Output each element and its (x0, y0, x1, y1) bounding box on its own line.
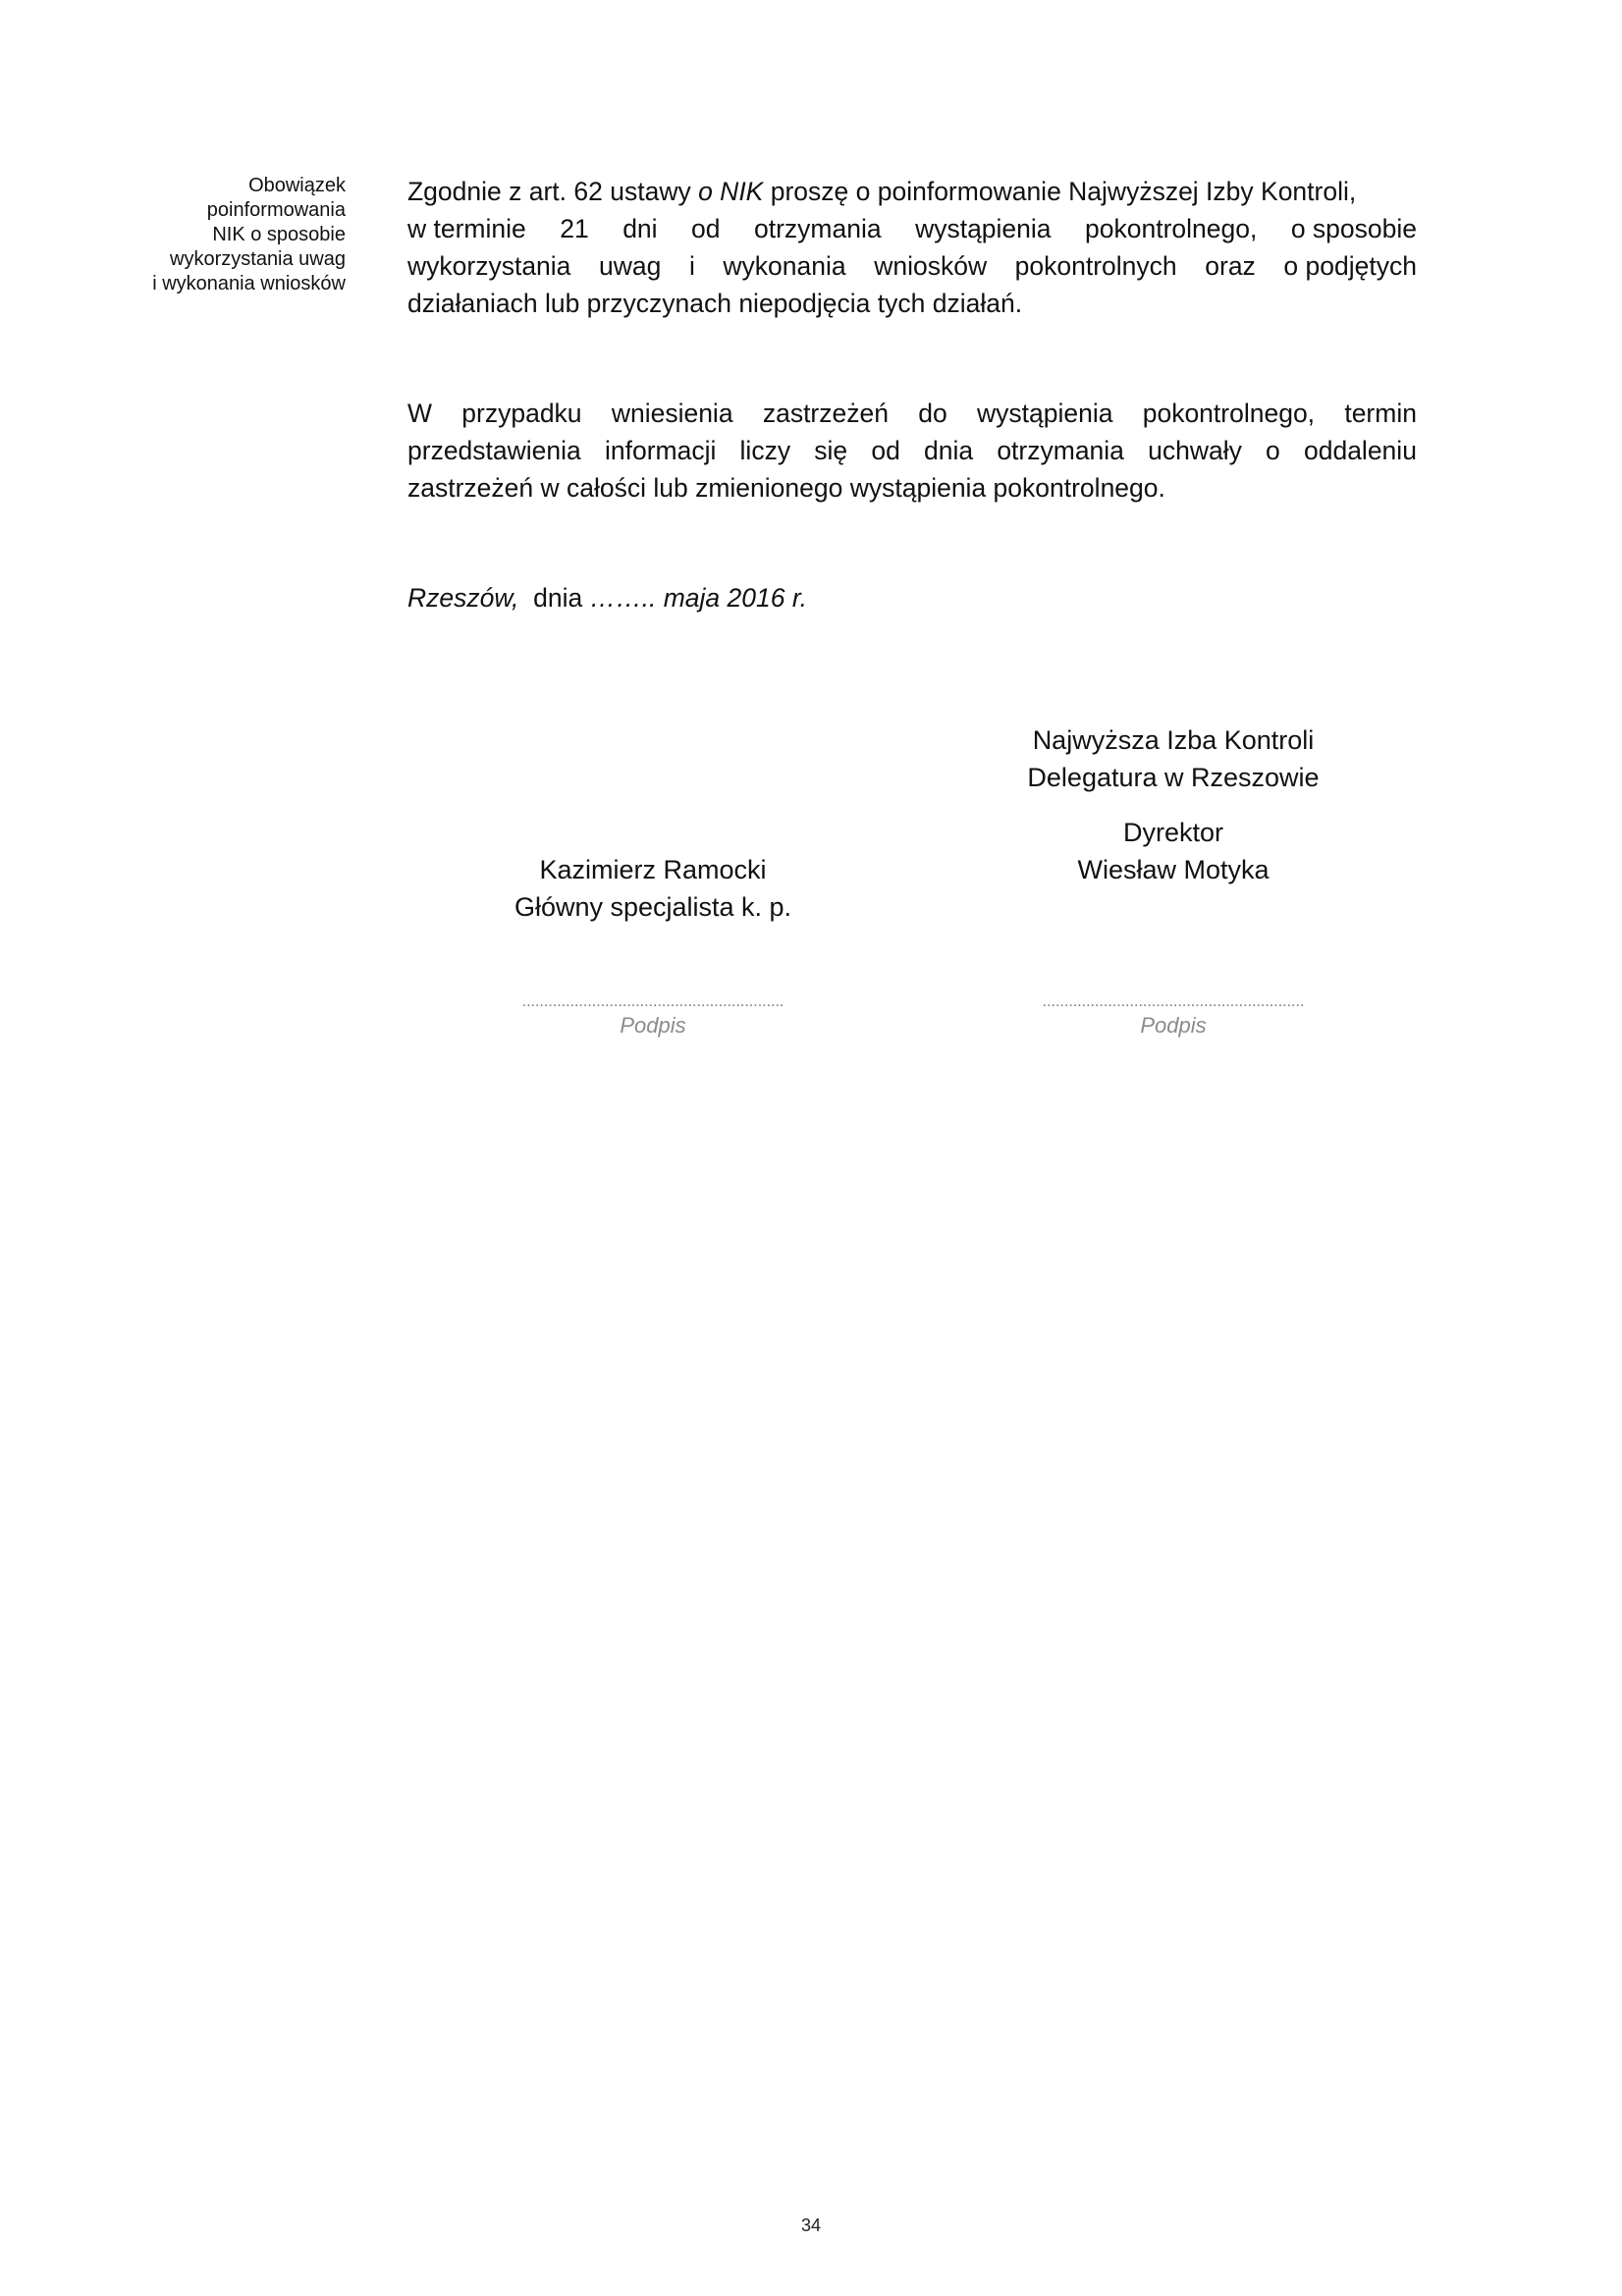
word: wystąpienia (976, 399, 1113, 428)
word: pokontrolnego, (1085, 214, 1258, 243)
word: o podjętych (1283, 251, 1417, 281)
word: informacji (604, 436, 717, 465)
signature-dotted-line: ............................................................ (1042, 993, 1305, 1010)
text-line (407, 210, 1417, 247)
word: oraz (1205, 251, 1256, 281)
date-prefix: dnia (518, 583, 590, 613)
word: uchwały (1148, 436, 1242, 465)
text-fragment: Zgodnie z art. 62 ustawy (407, 177, 699, 206)
word: wniosków (874, 251, 988, 281)
word: wykonania (723, 251, 846, 281)
word: termin (1344, 399, 1417, 428)
word: przypadku (461, 399, 582, 428)
text-fragment-italic: o NIK (698, 177, 764, 206)
signatory-name: Kazimierz Ramocki (539, 855, 767, 884)
place: Rzeszów, (407, 583, 519, 613)
margin-note (98, 174, 346, 296)
signatory-title: Główny specjalista k. p. (514, 892, 792, 922)
specialist-block (461, 851, 844, 926)
word: i (688, 251, 695, 281)
word: uwag (599, 251, 662, 281)
word: dnia (924, 436, 974, 465)
signature-field-left (461, 993, 844, 1039)
word: w terminie (407, 214, 526, 243)
place-date-line (407, 579, 807, 616)
word: pokontrolnych (1014, 251, 1177, 281)
signature-field-right (982, 993, 1365, 1039)
word: pokontrolnego, (1142, 399, 1316, 428)
word: otrzymania (753, 214, 882, 243)
signature-label: Podpis (620, 1013, 686, 1038)
institution-name: Najwyższa Izba Kontroli (1032, 725, 1315, 755)
word: W (407, 399, 433, 428)
signature-label: Podpis (1140, 1013, 1207, 1038)
signatory-name: Wiesław Motyka (1077, 855, 1270, 884)
text-line (407, 173, 1417, 210)
text-fragment: działaniach lub przyczynach niepodjęcia tych działań. (407, 289, 1023, 318)
word: wystąpienia (915, 214, 1052, 243)
word: 21 (560, 214, 589, 243)
text-line (407, 285, 1417, 322)
page-number: 34 (800, 2216, 822, 2235)
text-line (407, 247, 1417, 285)
word: przedstawienia (407, 436, 581, 465)
margin-note-line: Obowiązek (248, 175, 346, 196)
paragraph-objections (407, 395, 1417, 507)
word: liczy (739, 436, 791, 465)
text-line (407, 469, 1417, 507)
word: wniesienia (611, 399, 733, 428)
text-fragment: proszę o poinformowanie Najwyższej Izby Kontroli, (763, 177, 1357, 206)
word: do (918, 399, 947, 428)
margin-note-line: i wykonania wniosków (152, 273, 346, 294)
text-line (407, 432, 1417, 469)
margin-note-line: wykorzystania uwag (170, 248, 346, 270)
date-value: …….. maja 2016 r. (589, 583, 808, 613)
word: o sposobie (1290, 214, 1417, 243)
word: otrzymania (997, 436, 1124, 465)
word: od (691, 214, 721, 243)
word: o (1266, 436, 1280, 465)
word: od (871, 436, 900, 465)
director-block (982, 814, 1365, 888)
margin-note-line: poinformowania (206, 199, 346, 221)
text-fragment: zastrzeżeń w całości lub zmienionego wystąpienia pokontrolnego. (407, 473, 1165, 503)
signatory-title: Dyrektor (1122, 818, 1223, 847)
word: dni (622, 214, 658, 243)
word: wykorzystania (407, 251, 571, 281)
word: oddaleniu (1303, 436, 1417, 465)
word: się (814, 436, 848, 465)
word: zastrzeżeń (762, 399, 889, 428)
signature-dotted-line: ............................................................ (521, 993, 784, 1010)
paragraph-notification (407, 173, 1417, 322)
margin-note-line: NIK o sposobie (212, 224, 346, 245)
institution-block (982, 721, 1365, 796)
text-line (407, 395, 1417, 432)
branch-name: Delegatura w Rzeszowie (1027, 763, 1320, 792)
